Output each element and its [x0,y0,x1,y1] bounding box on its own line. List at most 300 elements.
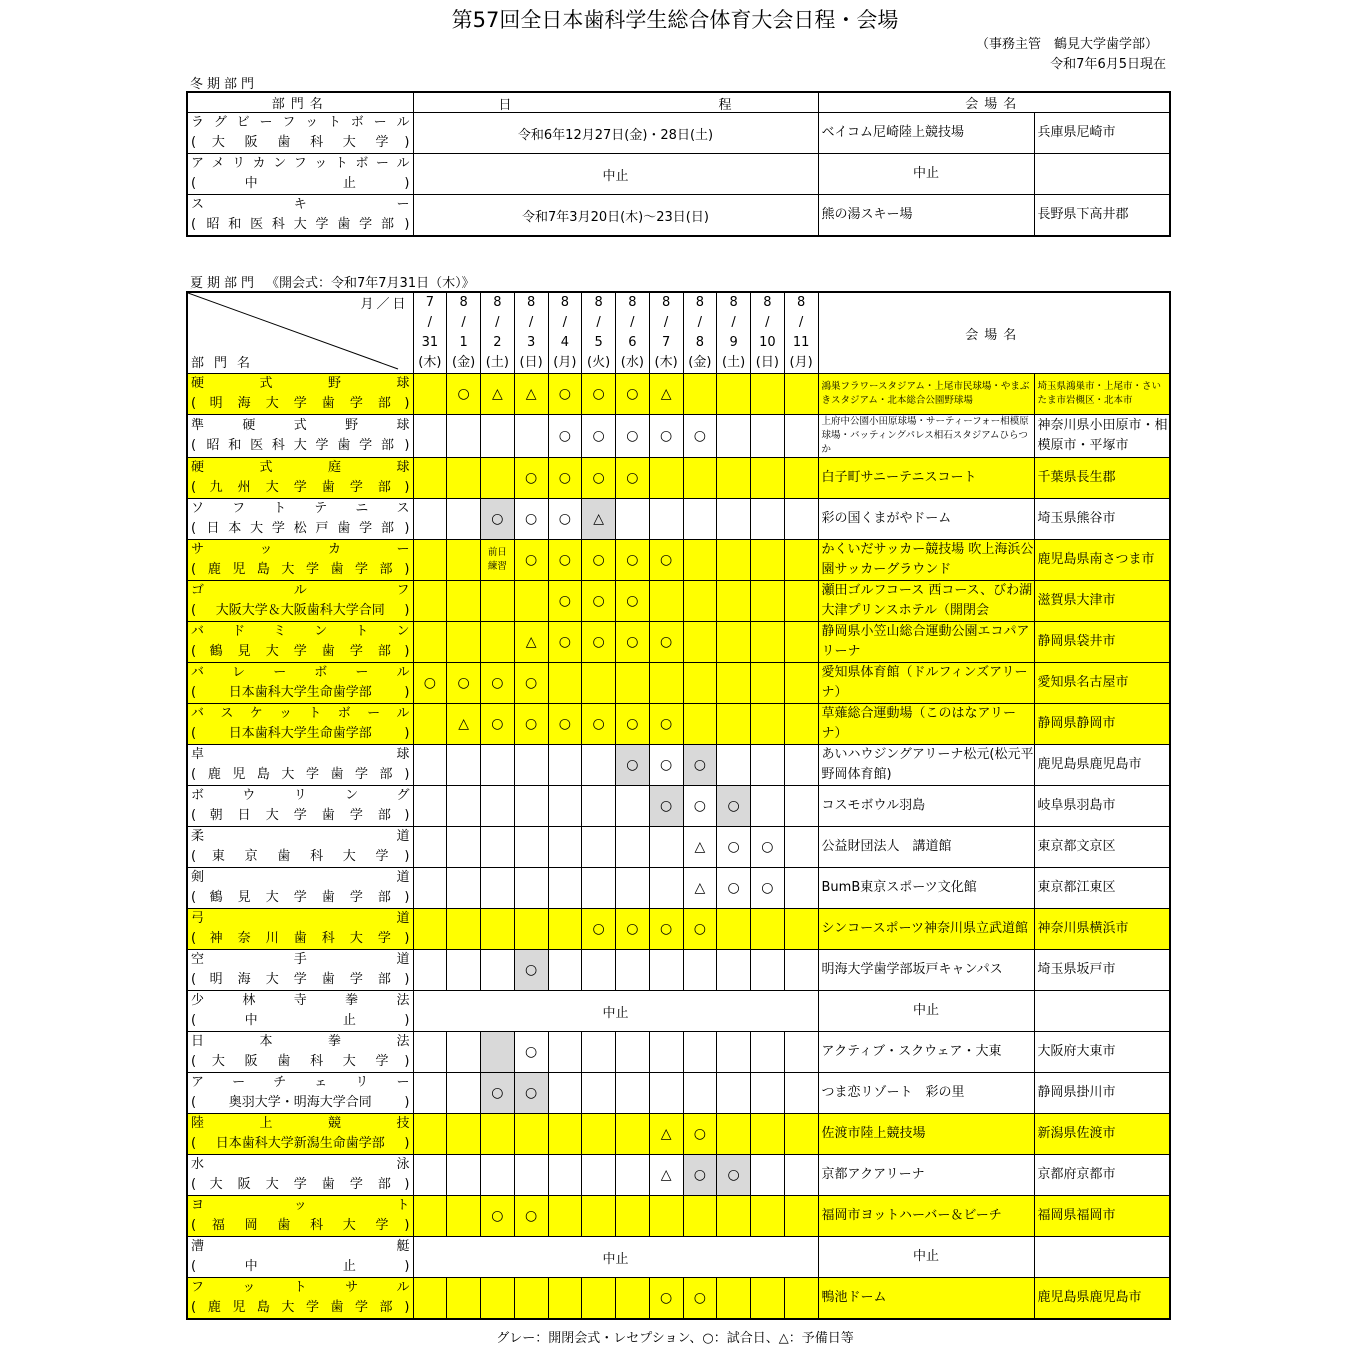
schedule-cell [784,1155,818,1196]
schedule-cell: ○ [683,745,717,786]
summer-schedule-table [186,291,1171,1320]
schedule-cell: △ [582,499,616,540]
schedule-cell [413,1196,447,1237]
event-name-char: ッ [314,156,328,171]
venue-name: 中止 [818,154,1034,195]
event-name-char: 式 [259,376,273,391]
day-date: 8 [695,335,705,350]
event-name-char: グ [396,788,410,803]
host-char: 科 [310,849,324,864]
event-name-char: 硬 [191,376,205,391]
host-char: 大 [281,562,295,577]
schedule-cell [683,1196,717,1237]
schedule-cell: ○ [616,458,650,499]
winter-section-label: 冬期部門 [190,77,259,92]
day-slash: / [596,315,601,330]
host-text [196,642,404,662]
schedule-cell [784,415,818,458]
venue-prefecture: 鹿児島県鹿児島市 [1034,1278,1170,1320]
event-name-char: 野 [345,418,359,433]
schedule-cell [447,1155,481,1196]
paren-open: ( [191,890,197,905]
host-char: 学 [293,396,307,411]
schedule-cell: ○ [582,415,616,458]
host-char: 部 [380,521,394,536]
schedule-cell [514,1114,548,1155]
event-name-cell [187,1237,413,1278]
schedule-cell [649,663,683,704]
event-name-char: フ [282,115,296,130]
host-char: 和 [228,217,242,232]
schedule-cell [447,622,481,663]
schedule-cell [717,909,751,950]
summer-row [187,458,1170,499]
schedule-cell [616,786,650,827]
schedule-dates: 令和7年3月20日(木)～23日(日) [413,195,818,237]
event-name-char: ヨ [191,1198,205,1213]
host-text [196,888,404,908]
event-name [191,1155,410,1175]
day-header [784,292,818,374]
event-name-char: ボ [337,706,351,721]
paren-close: ) [404,1300,410,1315]
event-name-cell [187,374,413,415]
schedule-cell: ○ [649,1278,683,1320]
host-char: 島 [256,562,270,577]
day-date: 7 [661,335,671,350]
host-char: 昭 [206,438,220,453]
host-char: 松 [293,521,307,536]
host-char: 大 [211,135,225,150]
paren-open: ( [191,1054,197,1069]
schedule-cell: ○ [649,745,683,786]
event-name-char: 弓 [191,911,205,926]
event-name [191,1278,410,1298]
host-char: 阪 [237,1177,251,1192]
venue-name: 静岡県小笠山総合運動公園エコパアリーナ [818,622,1034,663]
schedule-cell: △ [514,374,548,415]
event-name-char: ア [191,156,205,171]
schedule-cell [413,1278,447,1320]
event-name-cell [187,909,413,950]
venue-name: あいハウジングアリーナ松元(松元平野岡体育館) [818,745,1034,786]
schedule-cell [649,1032,683,1073]
schedule-dates: 令和6年12月27日(金)・28日(土) [413,113,818,154]
event-name-char: 法 [396,993,410,1008]
host-text: 日本歯科大学新潟生命歯学部 [215,1136,385,1151]
host-char: 学 [305,562,319,577]
day-slash: / [461,315,466,330]
summer-header-row [187,292,1170,374]
event-name [191,113,410,133]
event-name-char: ー [396,542,410,557]
day-date: 31 [421,335,439,350]
as-of-date: 令和7年6月5日現在 [1050,57,1166,72]
schedule-cell [514,786,548,827]
host-char: 大 [293,217,307,232]
event-name-cell [187,704,413,745]
schedule-cell [447,1032,481,1073]
paren-open: ( [191,726,197,741]
host-char: 部 [377,972,391,987]
schedule-cell: ○ [548,374,582,415]
schedule-cell [717,1278,751,1320]
host-text: 日本歯科大学生命歯学部 [228,726,372,741]
schedule-cell [649,950,683,991]
header-schedule-a: 日 [498,98,518,113]
event-host [191,1175,410,1195]
event-name-char: 硬 [191,460,205,475]
paren-close: ) [404,1259,410,1274]
event-name-cell [187,991,413,1032]
cancelled-schedule: 中止 [413,991,818,1032]
event-name-char: ソ [191,501,205,516]
paren-close: ) [404,1013,410,1028]
day-weekday: (金) [688,355,712,370]
venue-prefecture: 兵庫県尼崎市 [1034,113,1170,154]
host-char: 科 [310,135,324,150]
venue-prefecture: 静岡県静岡市 [1034,704,1170,745]
schedule-cell [514,581,548,622]
event-name-cell [187,581,413,622]
event-name-char: フ [396,583,410,598]
venue-name: 鴻巣フラワースタジアム・上尾市民球場・やまぶきスタジアム・北本総合公園野球場 [818,374,1034,415]
paren-open: ( [191,1259,197,1274]
host-text [196,1298,404,1318]
schedule-cell [514,827,548,868]
event-host [191,888,410,908]
schedule-cell: ○ [683,1155,717,1196]
summer-venue-header: 会場名 [818,292,1170,374]
page-title: 第57回全日本歯科学生総合体育大会日程・会場 [451,8,899,32]
host-char: 学 [359,438,373,453]
host-char: 学 [349,808,363,823]
venue-name: かくいだサッカー競技場 吹上海浜公園サッカーグラウンド [818,540,1034,581]
schedule-cell: ○ [548,704,582,745]
event-name-char: ー [259,115,273,130]
event-name-char: テ [314,501,328,516]
event-name-cell [187,745,413,786]
event-name-char: メ [211,156,225,171]
host-char: 歯 [337,217,351,232]
host-char: 歯 [321,480,335,495]
schedule-cell [717,499,751,540]
schedule-cell: ○ [514,950,548,991]
host-char: 歯 [321,972,335,987]
day-slash: / [562,315,568,330]
event-name-char: 技 [396,1116,410,1131]
host-char: 阪 [244,1054,258,1069]
host-char: 中 [244,1013,258,1028]
schedule-cell [751,745,785,786]
host-char: 昭 [206,217,220,232]
venue-name: 瀬田ゴルフコース 西コース、びわ湖大津プリンスホテル（開閉会 [818,581,1034,622]
paren-close: ) [404,972,410,987]
schedule-cell [683,499,717,540]
event-name-char: ト [273,501,287,516]
event-name [191,154,410,174]
event-name-char: ア [191,1075,205,1090]
event-name [191,374,410,394]
summer-row [187,622,1170,663]
event-name-char: ニ [355,501,369,516]
schedule-cell [751,499,785,540]
schedule-cell: ○ [447,374,481,415]
venue-prefecture: 神奈川県小田原市・相模原市・平塚市 [1034,415,1170,458]
host-char: 見 [237,890,251,905]
schedule-cell [548,868,582,909]
host-char: 部 [380,217,394,232]
venue-prefecture: 東京都文京区 [1034,827,1170,868]
host-char: 神 [209,931,223,946]
event-name-char: 球 [396,376,410,391]
host-char: 鹿 [207,562,221,577]
event-name-char: ン [273,156,287,171]
paren-close: ) [404,438,410,453]
day-header [413,292,447,374]
event-name [191,827,410,847]
schedule-cell [481,540,515,581]
event-name-char: 上 [259,1116,273,1131]
event-name [191,458,410,478]
event-name-char: チ [273,1075,287,1090]
paren-close: ) [404,480,410,495]
event-host [191,765,410,785]
event-host [191,601,410,621]
host-text [196,1257,404,1277]
day-weekday: (土) [485,355,509,370]
paren-close: ) [404,562,410,577]
event-name-char: ッ [305,115,319,130]
host-char: 州 [237,480,251,495]
host-char: 日 [237,808,251,823]
host-char: 科 [271,217,285,232]
event-name-char: ル [396,706,410,721]
schedule-cell [582,1032,616,1073]
event-name-char: ド [232,624,246,639]
winter-row [187,113,1170,154]
schedule-cell [649,1196,683,1237]
schedule-cell [413,950,447,991]
schedule-cell: ○ [649,909,683,950]
schedule-cell: ○ [582,704,616,745]
day-weekday: (日) [519,355,543,370]
paren-open: ( [191,685,197,700]
host-text [196,806,404,826]
day-month: 8 [729,295,738,310]
venue-name: コスモボウル羽島 [818,786,1034,827]
schedule-cell: ○ [717,868,751,909]
paren-close: ) [404,1054,410,1069]
paren-open: ( [191,644,197,659]
day-weekday: (火) [587,355,611,370]
schedule-cell [514,909,548,950]
schedule-cell [447,745,481,786]
schedule-cell [481,1114,515,1155]
venue-name: 佐渡市陸上競技場 [818,1114,1034,1155]
schedule-cell [413,1114,447,1155]
schedule-cell [784,1196,818,1237]
event-name-char: ー [375,156,389,171]
day-month: 8 [763,295,772,310]
event-name [191,745,410,765]
host-text [196,970,404,990]
schedule-cell [481,1278,515,1320]
host-char: 止 [342,1013,356,1028]
paren-open: ( [191,1013,197,1028]
header-event: 部門名 [187,92,413,113]
event-name [191,786,410,806]
schedule-cell [514,745,548,786]
day-date: 1 [459,335,468,350]
host-char: 学 [355,562,369,577]
event-host [191,1134,410,1154]
host-char: 学 [375,1218,389,1233]
schedule-cell [481,827,515,868]
day-weekday: (金) [452,355,476,370]
host-char: 戸 [315,521,329,536]
schedule-cell: ○ [683,786,717,827]
schedule-cell [413,1155,447,1196]
corner-cell [187,292,413,374]
schedule-cell [582,663,616,704]
schedule-cell [447,1114,481,1155]
event-name-char: 道 [396,870,410,885]
schedule-cell [784,1278,818,1320]
schedule-cell [751,374,785,415]
schedule-cell [717,1196,751,1237]
event-name-char: ミ [273,624,287,639]
schedule-cell [751,1278,785,1320]
day-weekday: (水) [620,355,644,370]
cell-note-line: 練習 [487,561,507,572]
event-name-char: 球 [396,747,410,762]
host-char: 歯 [337,521,351,536]
schedule-cell [616,499,650,540]
paren-close: ) [404,135,410,150]
schedule-cell: ○ [481,499,515,540]
event-name [191,991,410,1011]
schedule-cell [616,1155,650,1196]
event-name-char: 空 [191,952,205,967]
event-name-char: 準 [191,418,205,433]
paren-close: ) [404,890,410,905]
schedule-cell [548,1032,582,1073]
event-name-char: ボ [314,665,328,680]
summer-row [187,1114,1170,1155]
event-name-char: ル [396,115,410,130]
host-char: 歯 [330,1300,344,1315]
schedule-cell [751,1155,785,1196]
day-month: 8 [526,295,536,310]
summer-row [187,499,1170,540]
schedule-cell [582,827,616,868]
event-name-char: ッ [259,542,273,557]
schedule-cell: ○ [548,622,582,663]
event-name-char: ー [396,197,410,212]
schedule-cell [582,786,616,827]
corner-top-label: 月／日 [360,297,409,312]
event-name-char: ー [396,1075,410,1090]
event-name-char: ン [396,624,410,639]
event-name-char: ッ [242,1280,256,1295]
event-name-cell [187,415,413,458]
schedule-cell [548,786,582,827]
schedule-cell [514,415,548,458]
day-header [751,292,785,374]
host-char: 明 [209,396,223,411]
host-char: 大 [211,1054,225,1069]
host-char: 大 [265,480,279,495]
event-name-char: 競 [327,1116,341,1131]
schedule-cell [548,950,582,991]
venue-prefecture [1034,991,1170,1032]
schedule-cell: ○ [548,458,582,499]
host-char: 学 [375,135,389,150]
paren-close: ) [404,644,410,659]
schedule-cell: ○ [717,1155,751,1196]
venue-prefecture: 神奈川県横浜市 [1034,909,1170,950]
day-slash: / [663,315,669,330]
event-name [191,499,410,519]
schedule-cell [616,1278,650,1320]
host-char: 大 [265,396,279,411]
event-name-char: 道 [396,911,410,926]
schedule-cell [717,415,751,458]
schedule-cell [582,868,616,909]
event-name [191,868,410,888]
day-slash: / [528,315,534,330]
host-text: 日本歯科大学生命歯学部 [228,685,372,700]
host-char: 岡 [244,1218,258,1233]
event-name-char: グ [213,115,227,130]
schedule-cell: ○ [717,786,751,827]
host-char: 部 [377,808,391,823]
schedule-cell [717,1032,751,1073]
host-char: 止 [342,1259,356,1274]
schedule-cell [481,1032,515,1073]
day-header [616,292,650,374]
event-name-char: ス [191,197,205,212]
event-name-char: ス [396,501,410,516]
host-text [196,394,404,414]
event-name-char: ラ [191,115,205,130]
schedule-cell [649,458,683,499]
event-name-cell [187,950,413,991]
paren-open: ( [191,135,197,150]
host-char: 歯 [330,562,344,577]
summer-row [187,704,1170,745]
schedule-cell [751,909,785,950]
schedule-cell: ○ [616,415,650,458]
day-weekday: (木) [418,355,442,370]
event-name-char: ゴ [191,583,205,598]
host-char: 部 [377,396,391,411]
host-char: 学 [293,972,307,987]
schedule-cell: ○ [616,745,650,786]
schedule-cell: ○ [649,415,683,458]
host-text [196,519,404,539]
schedule-cell [784,663,818,704]
summer-row [187,374,1170,415]
event-name-cell [187,154,413,195]
schedule-cell [514,868,548,909]
event-host [191,1093,410,1113]
event-name-char: 野 [327,376,341,391]
schedule-cell: ○ [616,909,650,950]
winter-header-row [187,92,1170,113]
host-text [196,174,404,194]
